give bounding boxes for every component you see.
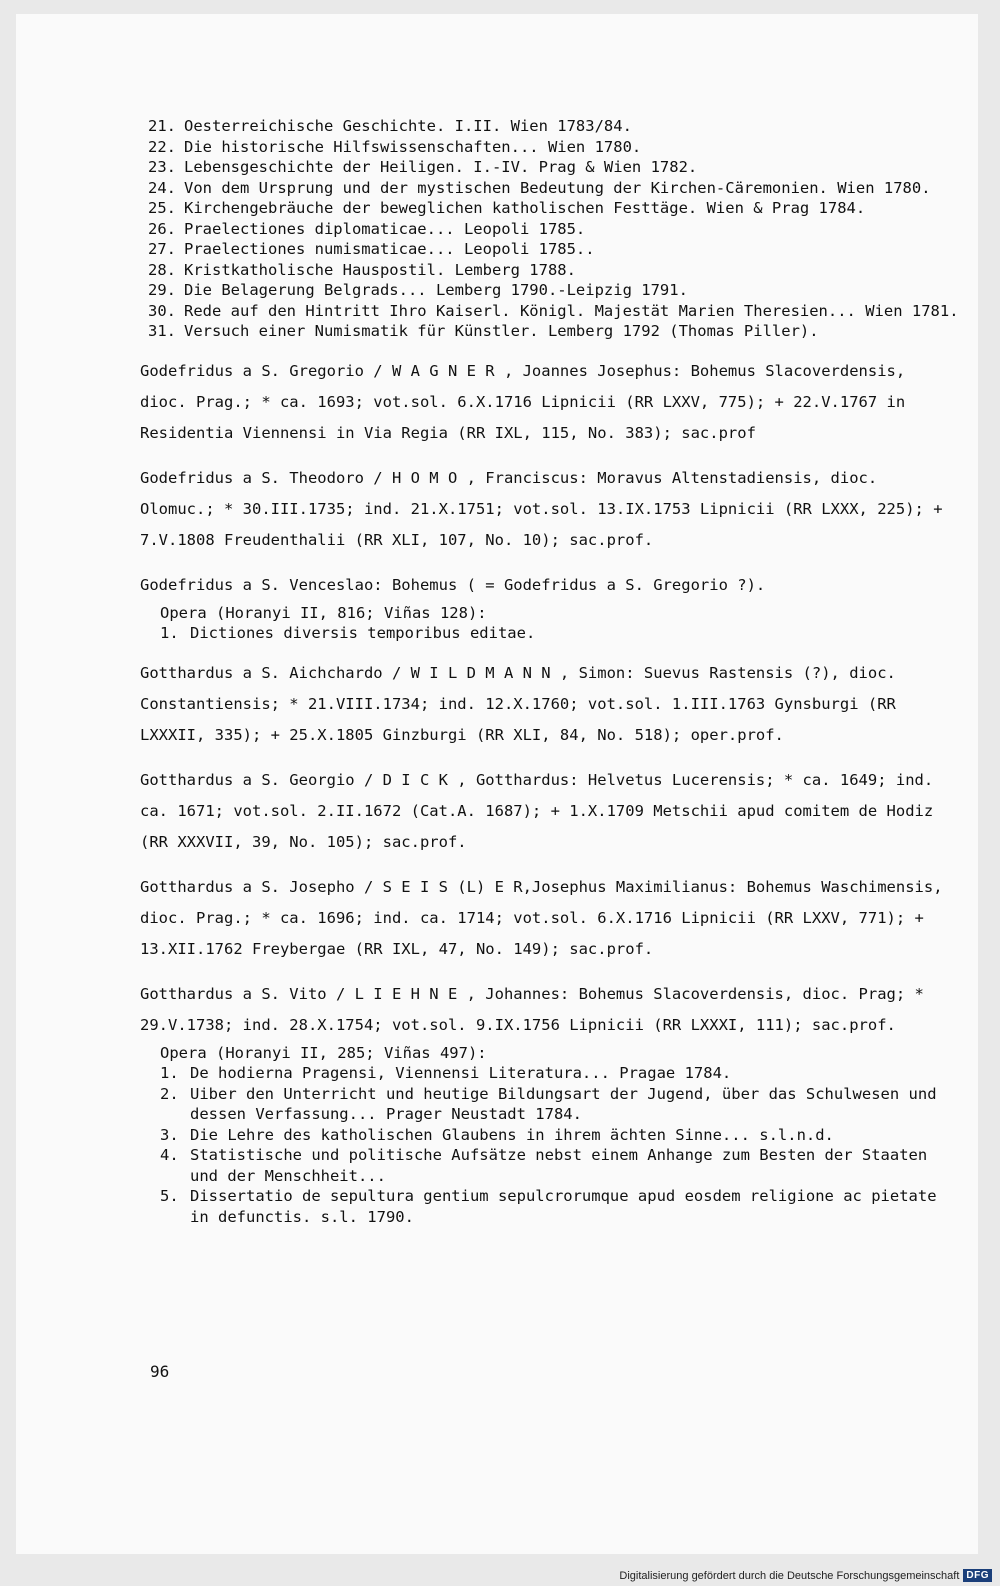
item-number: 4. — [160, 1146, 179, 1164]
page-sheet — [16, 14, 978, 1554]
item-number: 22. — [148, 137, 176, 156]
item-number: 29. — [148, 281, 176, 299]
page-content — [140, 116, 960, 1227]
list-item — [140, 157, 960, 178]
item-text: Die historische Hilfswissenschaften... Wien 1780. — [184, 137, 642, 156]
entry-text: Gotthardus a S. Vito / L I E H N E , Johannes: Bohemus Slacoverdensis, dioc. Prag; * 29.V.1738; ind. 28.X.1754; vot.sol. 9.IX.1756 Lipnicii (RR LXXXI, 111); sac.prof. — [140, 984, 924, 1034]
item-text: Praelectiones diplomaticae... Leopoli 1785. — [184, 219, 586, 238]
entry-text: Gotthardus a S. Josepho / S E I S (L) E R,Josephus Maximilianus: Bohemus Waschimensis, dioc. Prag.; * ca. 1696; ind. ca. 1714; vot.sol. 6.X.1716 Lipnicii (RR LXXV, 771); + 13.XII.1762 Freybergae (RR IXL, 47, No. 149); sac.prof. — [140, 877, 943, 958]
item-text: Praelectiones numismaticae... Leopoli 1785.. — [184, 240, 595, 258]
opera-section — [140, 603, 960, 644]
item-number: 25. — [148, 199, 176, 217]
biography-entry — [140, 463, 960, 556]
item-text: Dissertatio de sepultura gentium sepulcrorumque apud eosdem religione ac pietate in defunctis. s.l. 1790. — [190, 1187, 937, 1226]
item-number: 28. — [148, 260, 176, 279]
item-number: 26. — [148, 219, 176, 238]
item-text: Versuch einer Numismatik für Künstler. Lemberg 1792 (Thomas Piller). — [184, 322, 819, 340]
item-text: Die Lehre des katholischen Glaubens in ihrem ächten Sinne... s.l.n.d. — [190, 1125, 834, 1144]
biography-entry — [140, 872, 960, 965]
opera-section — [140, 1043, 960, 1228]
item-number: 21. — [148, 117, 176, 135]
works-list — [140, 116, 960, 342]
opera-heading: Opera (Horanyi II, 285; Viñas 497): — [160, 1043, 487, 1062]
list-item — [140, 198, 960, 219]
item-number: 1. — [160, 1064, 179, 1082]
item-text: Dictiones diversis temporibus editae. — [190, 624, 536, 642]
list-item — [140, 137, 960, 158]
list-item — [160, 1063, 960, 1084]
list-item — [140, 239, 960, 260]
page-number: 96 — [150, 1362, 170, 1381]
item-number: 1. — [160, 624, 179, 642]
biography-entry — [140, 765, 960, 858]
item-text: Uiber den Unterricht und heutige Bildungsart der Jugend, über das Schulwesen und dessen Verfassung... Prager Neustadt 1784. — [190, 1084, 937, 1123]
item-text: Kirchengebräuche der beweglichen katholischen Festtäge. Wien & Prag 1784. — [184, 199, 866, 217]
item-number: 2. — [160, 1084, 179, 1103]
footer-credit — [619, 1569, 992, 1582]
opera-heading: Opera (Horanyi II, 816; Viñas 128): — [160, 603, 487, 622]
list-item — [140, 116, 960, 137]
biography-entry — [140, 658, 960, 751]
footer-text: Digitalisierung gefördert durch die Deutsche Forschungsgemeinschaft — [619, 1569, 960, 1582]
item-number: 23. — [148, 158, 176, 176]
item-text: Von dem Ursprung und der mystischen Bedeutung der Kirchen-Cäremonien. Wien 1780. — [184, 178, 931, 197]
list-item — [160, 623, 960, 644]
item-text: Kristkatholische Hauspostil. Lemberg 1788. — [184, 260, 576, 279]
item-text: Rede auf den Hintritt Ihro Kaiserl. Königl. Majestät Marien Theresien... Wien 1781. — [184, 301, 959, 320]
list-item — [160, 1145, 960, 1186]
item-number: 27. — [148, 240, 176, 258]
item-text: Oesterreichische Geschichte. I.II. Wien 1783/84. — [184, 117, 632, 135]
list-item — [140, 280, 960, 301]
item-number: 30. — [148, 301, 176, 320]
dfg-logo-icon: DFG — [963, 1569, 992, 1582]
list-item — [160, 1084, 960, 1125]
list-item — [140, 260, 960, 281]
item-number: 5. — [160, 1187, 179, 1205]
biography-entry — [140, 570, 960, 644]
list-item — [160, 1125, 960, 1146]
entry-text: Gotthardus a S. Georgio / D I C K , Gotthardus: Helvetus Lucerensis; * ca. 1649; ind. ca. 1671; vot.sol. 2.II.1672 (Cat.A. 1687); + 1.X.1709 Metschii apud comitem de Hodiz (RR XXXVII, 39, No. 105); sac.prof. — [140, 770, 934, 851]
item-number: 24. — [148, 178, 176, 197]
item-text: Die Belagerung Belgrads... Lemberg 1790.-Leipzig 1791. — [184, 281, 688, 299]
item-number: 31. — [148, 322, 176, 340]
item-text: Lebensgeschichte der Heiligen. I.-IV. Prag & Wien 1782. — [184, 158, 698, 176]
item-text: Statistische und politische Aufsätze nebst einem Anhange zum Besten der Staaten und der Menschheit... — [190, 1146, 928, 1185]
item-text: De hodierna Pragensi, Viennensi Literatura... Pragae 1784. — [190, 1064, 732, 1082]
opera-list — [160, 623, 960, 644]
list-item — [160, 1186, 960, 1227]
list-item — [140, 321, 960, 342]
item-number: 3. — [160, 1125, 179, 1144]
biography-entry — [140, 979, 960, 1228]
list-item — [140, 178, 960, 199]
entry-text: Godefridus a S. Gregorio / W A G N E R , Joannes Josephus: Bohemus Slacoverdensis, dioc. Prag.; * ca. 1693; vot.sol. 6.X.1716 Lipnicii (RR LXXV, 775); + 22.V.1767 in Residentia Viennensi in Via Regia (RR IXL, 115, No. 383); sac.prof — [140, 361, 906, 442]
biography-entry — [140, 356, 960, 449]
list-item — [140, 301, 960, 322]
entry-text: Gotthardus a S. Aichchardo / W I L D M A N N , Simon: Suevus Rastensis (?), dioc. Constantiensis; * 21.VIII.1734; ind. 12.X.1760; vot.sol. 1.III.1763 Gynsburgi (RR LXXXII, 335); + 25.X.1805 Ginzburgi (RR XLI, 84, No. 518); oper.prof. — [140, 663, 896, 744]
entry-text: Godefridus a S. Venceslao: Bohemus ( = Godefridus a S. Gregorio ?). — [140, 575, 766, 594]
list-item — [140, 219, 960, 240]
entry-text: Godefridus a S. Theodoro / H O M O , Franciscus: Moravus Altenstadiensis, dioc. Olomuc.; * 30.III.1735; ind. 21.X.1751; vot.sol. 13.IX.1753 Lipnicii (RR LXXX, 225); + 7.V.1808 Freudenthalii (RR XLI, 107, No. 10); sac.prof. — [140, 468, 943, 549]
opera-list — [160, 1063, 960, 1227]
